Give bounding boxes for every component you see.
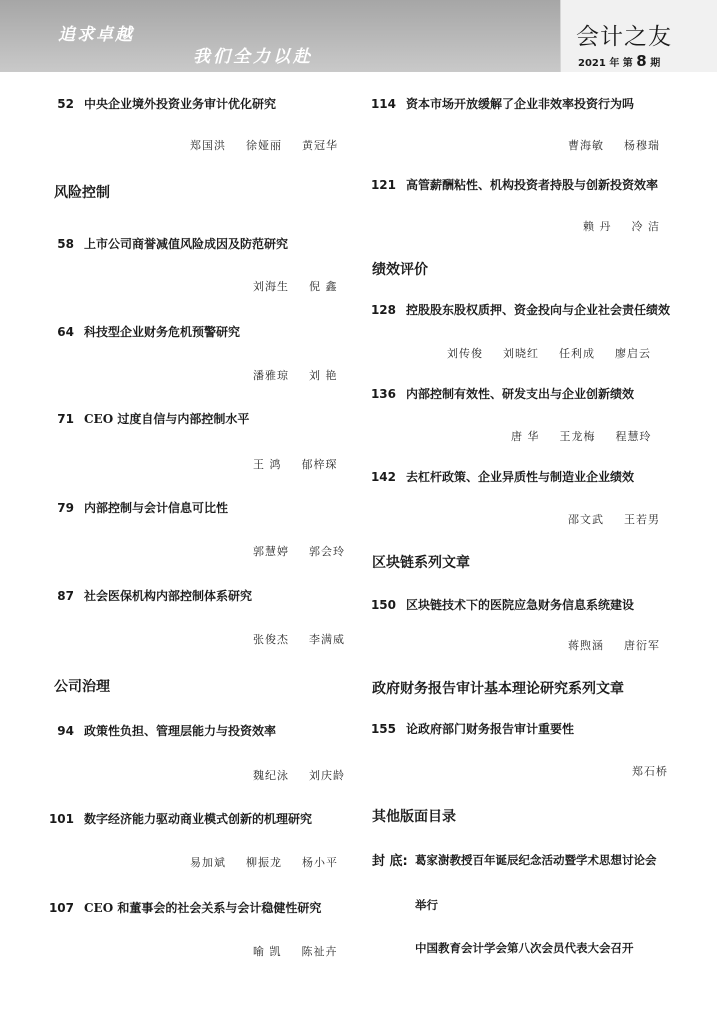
article-title: 数字经济能力驱动商业模式创新的机理研究	[84, 812, 313, 826]
article-title: 控股股东股权质押、资金投向与企业社会责任绩效	[406, 303, 671, 317]
page-number: 94	[57, 724, 74, 738]
author-list	[253, 631, 345, 647]
author: 王龙梅	[559, 430, 596, 443]
article-title: 内部控制有效性、研发支出与企业创新绩效	[406, 387, 635, 401]
author: 潘雅琼	[253, 369, 289, 382]
author: 冷 洁	[631, 220, 660, 233]
toc-entry[interactable]	[362, 301, 670, 318]
page-number: 121	[370, 178, 396, 192]
toc-entry[interactable]	[40, 235, 288, 252]
toc-entry[interactable]	[40, 95, 276, 112]
article-title: 去杠杆政策、企业异质性与制造业企业绩效	[406, 470, 635, 484]
author: 易加斌	[190, 856, 226, 869]
section-heading: 绩效评价	[372, 262, 428, 278]
article-title: 论政府部门财务报告审计重要性	[406, 722, 575, 736]
article-title: CEO 和董事会的社会关系与会计稳健性研究	[84, 901, 322, 915]
author: 李满威	[309, 633, 345, 646]
page-number: 142	[370, 470, 396, 484]
article-title: 科技型企业财务危机预警研究	[84, 325, 241, 339]
author-list	[253, 278, 338, 294]
slogan-line2: 我们全力以赴	[193, 47, 313, 67]
author: 王若男	[624, 513, 660, 526]
author-list	[568, 511, 660, 527]
author: 赖 丹	[583, 220, 612, 233]
page-number: 87	[57, 589, 74, 603]
toc-entry[interactable]	[40, 899, 321, 916]
toc-entry[interactable]	[362, 468, 634, 485]
page-number: 155	[370, 722, 396, 736]
author: 张俊杰	[253, 633, 289, 646]
author: 郑国洪	[190, 139, 226, 152]
author-list	[568, 637, 660, 653]
back-cover-item-continued: 举行	[415, 898, 438, 912]
article-title: 中央企业境外投资业务审计优化研究	[84, 97, 277, 111]
section-heading: 区块链系列文章	[372, 555, 470, 571]
author: 唐 华	[511, 430, 540, 443]
page-number: 52	[57, 97, 74, 111]
toc-entry[interactable]	[40, 722, 276, 739]
toc-entry[interactable]	[40, 810, 312, 827]
author: 廖启云	[615, 347, 651, 360]
issue-number: 8	[636, 52, 647, 70]
author-list	[447, 345, 651, 361]
issue-suffix: 期	[650, 58, 661, 69]
author: 喻 凯	[253, 945, 282, 958]
author-list	[253, 367, 338, 383]
author: 郭慧婷	[253, 545, 289, 558]
article-title: 区块链技术下的医院应急财务信息系统建设	[406, 598, 635, 612]
author-list	[253, 767, 345, 783]
page-number: 71	[57, 412, 74, 426]
author: 陈祉卉	[301, 945, 338, 958]
author: 刘海生	[253, 280, 289, 293]
author: 倪 鑫	[309, 280, 338, 293]
article-title: 上市公司商誉减值风险成因及防范研究	[84, 237, 289, 251]
article-title: CEO 过度自信与内部控制水平	[84, 412, 250, 426]
author: 程慧玲	[615, 430, 652, 443]
back-cover-item[interactable]: 葛家澍教授百年诞辰纪念活动暨学术思想讨论会	[415, 853, 657, 867]
author: 曹海敏	[568, 139, 604, 152]
page-number: 136	[370, 387, 396, 401]
author: 郁梓琛	[301, 458, 338, 471]
page-number: 114	[370, 97, 396, 111]
section-heading: 其他版面目录	[372, 809, 456, 825]
author: 徐娅丽	[246, 139, 282, 152]
toc-entry[interactable]	[362, 176, 658, 193]
page-number: 58	[57, 237, 74, 251]
toc-entry[interactable]	[40, 323, 240, 340]
section-heading: 风险控制	[54, 185, 110, 201]
author-list	[632, 763, 668, 779]
page-number: 79	[57, 501, 74, 515]
toc-entry[interactable]	[40, 499, 228, 516]
author: 柳振龙	[246, 856, 282, 869]
author: 杨穆瑞	[624, 139, 660, 152]
issue-year: 2021 年 第	[578, 58, 633, 69]
toc-entry[interactable]	[362, 720, 574, 737]
author-list	[583, 218, 660, 234]
author-list	[253, 943, 338, 959]
page-number: 128	[370, 303, 396, 317]
author-list	[511, 428, 652, 444]
author: 郑石桥	[632, 765, 668, 778]
page-number: 107	[48, 901, 74, 915]
article-title: 高管薪酬粘性、机构投资者持股与创新投资效率	[406, 178, 659, 192]
author: 蒋煦涵	[568, 639, 604, 652]
author-list	[253, 456, 338, 472]
author-list	[190, 137, 338, 153]
toc-entry[interactable]	[362, 596, 634, 613]
author-list	[190, 854, 338, 870]
back-cover-label: 封 底:	[372, 854, 408, 869]
article-title: 社会医保机构内部控制体系研究	[84, 589, 253, 603]
author: 王 鸿	[253, 458, 282, 471]
section-heading: 公司治理	[54, 679, 110, 695]
journal-title: 会计之友	[576, 24, 672, 50]
author: 刘庆龄	[309, 769, 345, 782]
author-list	[253, 543, 345, 559]
page-number: 150	[370, 598, 396, 612]
author: 刘传俊	[447, 347, 483, 360]
article-title: 政策性负担、管理层能力与投资效率	[84, 724, 277, 738]
section-heading: 政府财务报告审计基本理论研究系列文章	[372, 681, 624, 697]
back-cover-item[interactable]: 中国教育会计学会第八次会员代表大会召开	[415, 941, 634, 955]
author: 邵文武	[568, 513, 604, 526]
author: 魏纪泳	[253, 769, 289, 782]
page-number: 64	[57, 325, 74, 339]
issue-info	[578, 52, 660, 70]
toc-entry[interactable]	[362, 95, 634, 112]
article-title: 内部控制与会计信息可比性	[84, 501, 229, 515]
page-number: 101	[48, 812, 74, 826]
article-title: 资本市场开放缓解了企业非效率投资行为吗	[406, 97, 635, 111]
toc-entry[interactable]	[40, 410, 249, 427]
author: 郭会玲	[309, 545, 345, 558]
page-header	[0, 0, 717, 72]
toc-entry[interactable]	[40, 587, 252, 604]
author: 唐衍军	[624, 639, 660, 652]
author: 刘 艳	[309, 369, 338, 382]
author: 刘晓红	[503, 347, 539, 360]
toc-entry[interactable]	[362, 385, 634, 402]
slogan-line1: 追求卓越	[58, 25, 134, 45]
author: 任利成	[559, 347, 595, 360]
author: 杨小平	[302, 856, 338, 869]
author-list	[568, 137, 660, 153]
author: 黄冠华	[302, 139, 338, 152]
